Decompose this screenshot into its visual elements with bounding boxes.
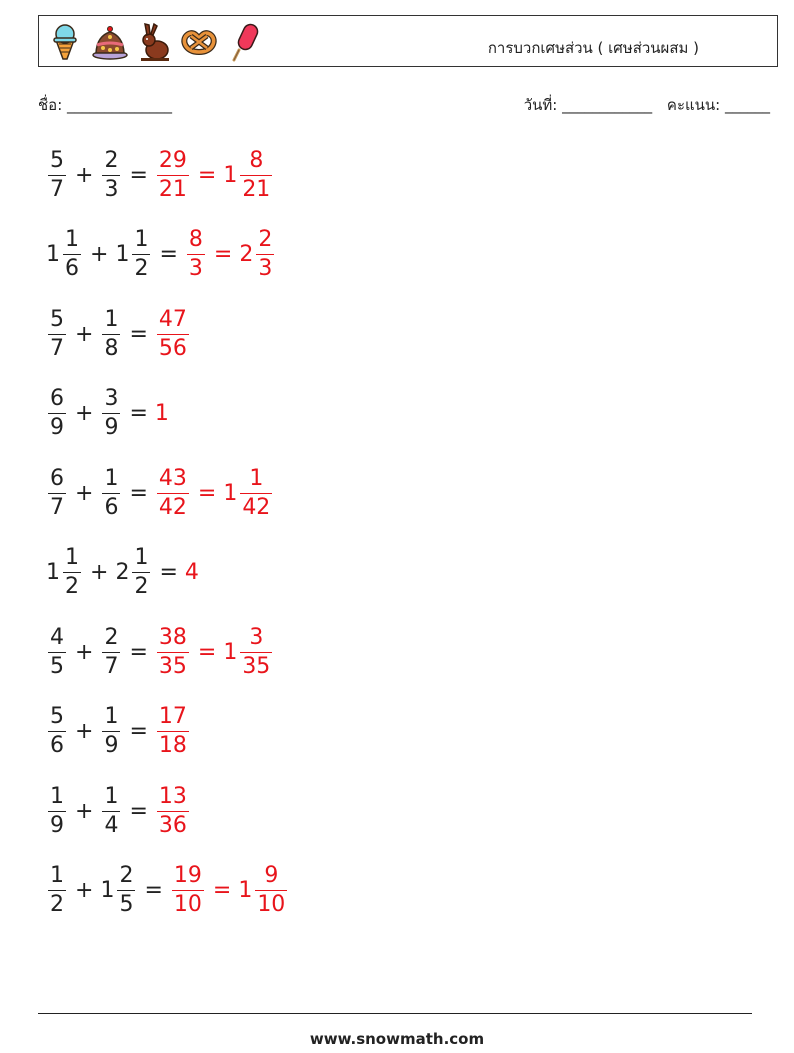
answer-0-denominator: 36 xyxy=(158,812,187,838)
addend-b-numerator: 2 xyxy=(104,624,119,650)
addend-a-fraction xyxy=(48,147,66,202)
answer xyxy=(122,401,169,426)
equals-sign: = xyxy=(129,401,148,426)
addend-a-denominator: 9 xyxy=(50,415,64,440)
answer-0-whole: 1 xyxy=(154,401,169,426)
addend-a-numerator: 5 xyxy=(50,306,64,332)
answer xyxy=(122,624,274,679)
equals-sign: = xyxy=(129,639,148,665)
addend-b-numerator: 2 xyxy=(104,147,119,173)
problem-row xyxy=(46,463,274,523)
answer xyxy=(122,147,274,202)
addend-a-denominator: 9 xyxy=(50,812,64,838)
answer-1-whole: 1 xyxy=(223,480,238,506)
addend-a-fraction xyxy=(48,706,66,757)
equals-sign: = xyxy=(129,162,148,188)
addend-a-numerator: 1 xyxy=(50,863,64,888)
plus-sign: + xyxy=(75,878,94,903)
answer-0-denominator: 35 xyxy=(158,653,187,679)
plus-sign: + xyxy=(90,560,109,585)
addend-b-numerator: 1 xyxy=(104,465,119,491)
answer-0-denominator: 3 xyxy=(188,256,203,281)
addend-a-denominator: 2 xyxy=(50,892,64,917)
addend-a-fraction xyxy=(48,624,66,679)
addend-a-numerator: 1 xyxy=(50,783,64,809)
answer-1-fraction xyxy=(255,865,287,916)
answer-0-numerator: 17 xyxy=(158,704,187,729)
addend-b-numerator: 1 xyxy=(134,545,149,570)
addend-b-denominator: 8 xyxy=(104,335,119,361)
plus-sign: + xyxy=(75,798,94,824)
answer xyxy=(122,306,190,361)
cake-icon xyxy=(91,22,129,62)
name-field: ชื่อ: ______________ xyxy=(38,96,173,114)
answer-0-numerator: 19 xyxy=(173,863,202,888)
equals-sign: = xyxy=(159,242,178,267)
answer-0-whole: 4 xyxy=(184,560,199,585)
addend-a-numerator: 1 xyxy=(65,545,79,570)
addend-b-numerator: 2 xyxy=(119,863,134,888)
addend-b-whole: 2 xyxy=(115,560,130,585)
addend-b-whole: 1 xyxy=(115,242,130,267)
addend-a-fraction xyxy=(48,465,66,520)
equals-sign: = xyxy=(129,321,148,347)
plus-sign: + xyxy=(90,242,109,267)
addend-a-fraction xyxy=(63,229,81,280)
answer-0-fraction xyxy=(172,865,204,916)
answer xyxy=(152,560,199,585)
equals-sign: = xyxy=(159,560,178,585)
problem-row xyxy=(46,622,274,682)
worksheet-header xyxy=(38,15,778,67)
addend-a-numerator: 1 xyxy=(65,227,79,252)
addend-a-denominator: 7 xyxy=(50,335,64,361)
answer-1-numerator: 9 xyxy=(264,863,279,888)
answer-0-fraction xyxy=(157,706,189,757)
answer-0-denominator: 21 xyxy=(158,176,187,202)
answer-1-denominator: 35 xyxy=(242,653,271,679)
equals-sign: = xyxy=(212,878,232,903)
problem-row xyxy=(46,702,191,762)
equals-sign: = xyxy=(197,639,217,665)
addend-b-fraction xyxy=(102,306,120,361)
addend-b-denominator: 6 xyxy=(104,494,119,520)
header-icons xyxy=(47,20,261,64)
addend-a-denominator: 7 xyxy=(50,494,64,520)
addend-b-whole: 1 xyxy=(100,878,115,903)
equals-sign: = xyxy=(197,162,217,188)
answer-1-whole: 1 xyxy=(223,639,238,665)
answer-1-denominator: 21 xyxy=(242,176,271,202)
answer-1-numerator: 3 xyxy=(249,624,264,650)
addend-b-denominator: 2 xyxy=(134,256,149,281)
problem-row xyxy=(46,145,274,205)
addend-b-fraction xyxy=(102,624,120,679)
problem-row xyxy=(46,861,289,921)
answer-0-fraction xyxy=(157,783,189,838)
answer xyxy=(122,783,190,838)
answer xyxy=(122,465,274,520)
addend-b-denominator: 5 xyxy=(119,892,134,917)
equals-sign: = xyxy=(129,480,148,506)
footer-url: www.snowmath.com xyxy=(309,1030,485,1048)
answer-1-fraction xyxy=(256,229,274,280)
answer-0-fraction xyxy=(157,147,189,202)
addend-b-denominator: 9 xyxy=(104,733,119,758)
date-score-fields xyxy=(514,93,770,117)
date-field: วันที่: ____________ xyxy=(523,96,653,114)
answer-1-denominator: 42 xyxy=(242,494,271,520)
addend-b-fraction xyxy=(102,783,120,838)
addend-a-denominator: 6 xyxy=(50,733,64,758)
plus-sign: + xyxy=(75,401,94,426)
addend-b-numerator: 1 xyxy=(134,227,149,252)
answer-0-denominator: 42 xyxy=(158,494,187,520)
addend-a-denominator: 6 xyxy=(65,256,79,281)
addend-b-fraction xyxy=(102,465,120,520)
equals-sign: = xyxy=(144,878,163,903)
answer-1-denominator: 3 xyxy=(258,256,273,281)
addend-a-numerator: 6 xyxy=(50,465,64,491)
addend-b-numerator: 1 xyxy=(104,306,119,332)
addend-b-denominator: 3 xyxy=(104,176,119,202)
equals-sign: = xyxy=(197,480,217,506)
score-field: คะแนน: ______ xyxy=(666,96,770,114)
answer-0-fraction xyxy=(187,229,205,280)
answer-0-numerator: 29 xyxy=(158,147,187,173)
addend-b-fraction xyxy=(102,706,120,757)
plus-sign: + xyxy=(75,321,94,347)
addend-b-numerator: 1 xyxy=(104,704,119,729)
footer-divider xyxy=(38,1013,752,1014)
addend-b-fraction xyxy=(117,865,135,916)
plus-sign: + xyxy=(75,162,94,188)
addend-b-denominator: 2 xyxy=(134,574,149,599)
answer-1-fraction xyxy=(240,465,272,520)
addend-b-denominator: 4 xyxy=(104,812,119,838)
addend-a-numerator: 5 xyxy=(50,704,64,729)
answer-0-numerator: 13 xyxy=(158,783,187,809)
addend-b-denominator: 9 xyxy=(104,415,119,440)
answer-0-fraction xyxy=(157,306,189,361)
addend-a-denominator: 5 xyxy=(50,653,64,679)
answer-1-numerator: 8 xyxy=(249,147,264,173)
answer xyxy=(137,865,289,916)
addend-a-fraction xyxy=(48,865,66,916)
problem-row xyxy=(46,781,191,841)
addend-a-numerator: 4 xyxy=(50,624,64,650)
addend-a-denominator: 2 xyxy=(65,574,79,599)
problem-row xyxy=(46,384,170,444)
addend-a-whole: 1 xyxy=(46,560,60,585)
pretzel-icon xyxy=(179,22,219,62)
addend-b-fraction xyxy=(102,388,120,439)
plus-sign: + xyxy=(75,639,94,665)
answer-1-whole: 1 xyxy=(238,878,253,903)
addend-b-numerator: 3 xyxy=(104,386,119,411)
plus-sign: + xyxy=(75,480,94,506)
addend-b-fraction xyxy=(132,229,150,280)
answer-1-fraction xyxy=(240,624,272,679)
answer-0-denominator: 10 xyxy=(173,892,202,917)
addend-a-fraction xyxy=(48,388,66,439)
equals-sign: = xyxy=(213,242,233,267)
answer-0-denominator: 18 xyxy=(158,733,187,758)
addend-a-whole: 1 xyxy=(46,242,60,267)
problem-row xyxy=(46,543,200,603)
answer xyxy=(152,229,276,280)
popsicle-icon xyxy=(227,22,261,62)
answer-1-numerator: 2 xyxy=(258,227,273,252)
plus-sign: + xyxy=(75,719,94,744)
problem-row xyxy=(46,304,191,364)
answer-0-fraction xyxy=(157,624,189,679)
answer-0-numerator: 38 xyxy=(158,624,187,650)
worksheet-title: การบวกเศษส่วน ( เศษส่วนผสม ) xyxy=(487,39,699,57)
answer-1-denominator: 10 xyxy=(257,892,286,917)
answer-0-numerator: 43 xyxy=(158,465,187,491)
addend-b-numerator: 1 xyxy=(104,783,119,809)
answer-1-whole: 1 xyxy=(223,162,238,188)
addend-b-fraction xyxy=(102,147,120,202)
addend-a-numerator: 5 xyxy=(50,147,64,173)
answer-0-fraction xyxy=(157,465,189,520)
equals-sign: = xyxy=(129,719,148,744)
answer-0-denominator: 56 xyxy=(158,335,187,361)
addend-a-fraction xyxy=(48,306,66,361)
addend-b-fraction xyxy=(132,547,150,598)
rabbit-icon xyxy=(137,22,171,62)
addend-a-fraction xyxy=(63,547,81,598)
answer-1-numerator: 1 xyxy=(249,465,264,491)
answer-0-numerator: 8 xyxy=(188,227,203,252)
equals-sign: = xyxy=(129,798,148,824)
addend-b-denominator: 7 xyxy=(104,653,119,679)
answer-1-fraction xyxy=(240,147,272,202)
addend-a-fraction xyxy=(48,783,66,838)
ice-cream-icon xyxy=(47,22,83,62)
addend-a-denominator: 7 xyxy=(50,176,64,202)
answer-1-whole: 2 xyxy=(239,242,254,267)
answer-0-numerator: 47 xyxy=(158,306,187,332)
problem-row xyxy=(46,225,276,285)
addend-a-numerator: 6 xyxy=(50,386,64,411)
answer xyxy=(122,706,190,757)
